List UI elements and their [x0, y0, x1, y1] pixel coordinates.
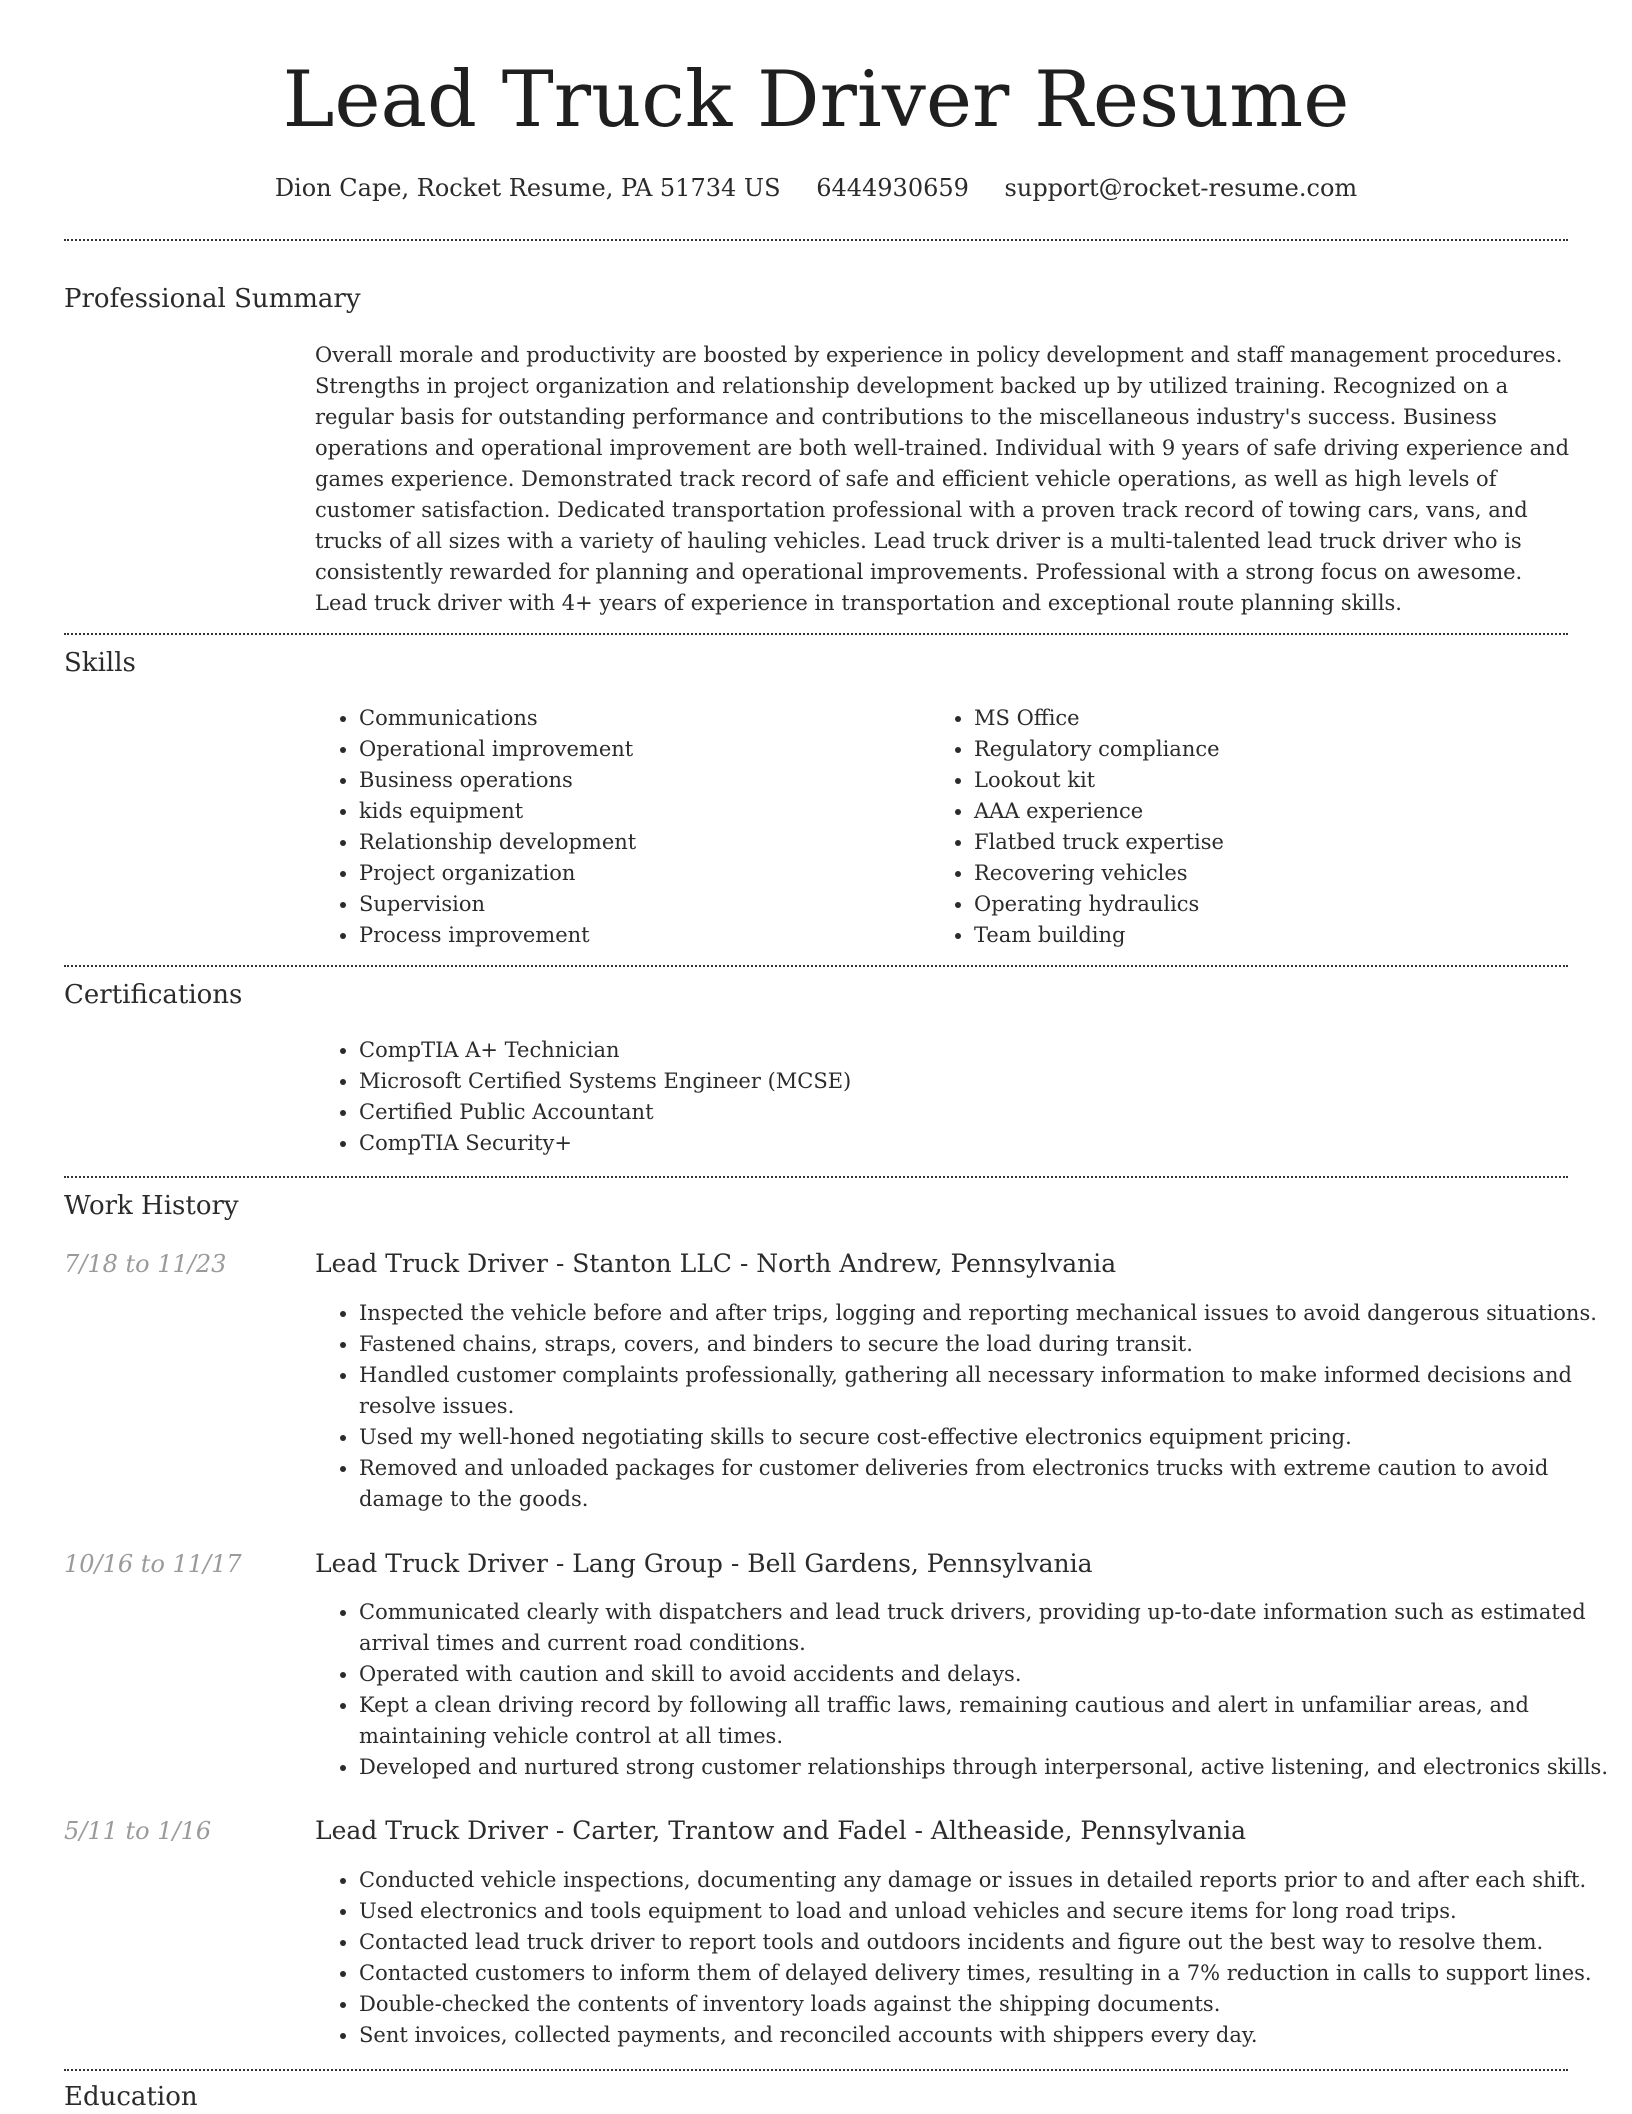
list-item: • Business operations [359, 765, 919, 796]
list-item: • Lookout kit [974, 765, 1574, 796]
list-item: • MS Office [974, 703, 1574, 734]
list-item: • Operated with caution and skill to avoid accidents and delays. [359, 1659, 1614, 1690]
list-item: • Operational improvement [359, 734, 919, 765]
divider [64, 2069, 1568, 2071]
contact-address: Dion Cape, Rocket Resume, PA 51734 US [274, 174, 781, 202]
list-item: • Process improvement [359, 920, 919, 951]
list-item: • Used electronics and tools equipment to load and unload vehicles and secure items for long road trips. [359, 1896, 1614, 1927]
page-title: Lead Truck Driver Resume [282, 55, 1350, 145]
list-item: • Supervision [359, 889, 919, 920]
list-item: • kids equipment [359, 796, 919, 827]
divider [64, 239, 1568, 241]
contact-phone: 6444930659 [816, 174, 969, 202]
list-item: • Removed and unloaded packages for customer deliveries from electronics trucks with extreme caution to avoid damage to the goods. [359, 1453, 1614, 1515]
section-heading-work-history: Work History [64, 1191, 239, 1221]
job-bullets [315, 1597, 1614, 1783]
job-dates: 10/16 to 11/17 [64, 1550, 242, 1578]
list-item: • Communicated clearly with dispatchers and lead truck drivers, providing up-to-date information such as estimated arrival times and current road conditions. [359, 1597, 1614, 1659]
section-heading-summary: Professional Summary [64, 284, 361, 314]
job-dates: 7/18 to 11/23 [64, 1250, 227, 1278]
list-item: • Communications [359, 703, 919, 734]
list-item: • CompTIA Security+ [359, 1128, 1559, 1159]
list-item: • Kept a clean driving record by following all traffic laws, remaining cautious and alert in unfamiliar areas, and maintaining vehicle control at all times. [359, 1690, 1614, 1752]
divider [64, 633, 1568, 635]
list-item: • Team building [974, 920, 1574, 951]
list-item: • Recovering vehicles [974, 858, 1574, 889]
section-heading-skills: Skills [64, 648, 136, 678]
job-title: Lead Truck Driver - Stanton LLC - North Andrew, Pennsylvania [315, 1249, 1117, 1278]
list-item: • Relationship development [359, 827, 919, 858]
section-heading-education: Education [64, 2082, 198, 2112]
list-item: • Used my well-honed negotiating skills to secure cost-effective electronics equipment pricing. [359, 1422, 1614, 1453]
list-item: • AAA experience [974, 796, 1574, 827]
job-dates: 5/11 to 1/16 [64, 1817, 212, 1845]
list-item: • Contacted lead truck driver to report tools and outdoors incidents and figure out the best way to resolve them. [359, 1927, 1614, 1958]
list-item: • Conducted vehicle inspections, documenting any damage or issues in detailed reports prior to and after each shift. [359, 1865, 1614, 1896]
list-item: • Sent invoices, collected payments, and reconciled accounts with shippers every day. [359, 2020, 1614, 2051]
list-item: • CompTIA A+ Technician [359, 1035, 1559, 1066]
list-item: • Operating hydraulics [974, 889, 1574, 920]
certifications-list [315, 1035, 1559, 1159]
list-item: • Flatbed truck expertise [974, 827, 1574, 858]
list-item: • Inspected the vehicle before and after trips, logging and reporting mechanical issues to avoid dangerous situations. [359, 1298, 1614, 1329]
list-item: • Contacted customers to inform them of delayed delivery times, resulting in a 7% reduction in calls to support lines. [359, 1958, 1614, 1989]
list-item: • Microsoft Certified Systems Engineer (MCSE) [359, 1066, 1559, 1097]
job-title: Lead Truck Driver - Lang Group - Bell Gardens, Pennsylvania [315, 1549, 1093, 1578]
list-item: • Fastened chains, straps, covers, and binders to secure the load during transit. [359, 1329, 1614, 1360]
skills-list-left [315, 703, 919, 951]
contact-line [0, 171, 1632, 205]
job-title: Lead Truck Driver - Carter, Trantow and Fadel - Altheaside, Pennsylvania [315, 1816, 1247, 1845]
skills-list-right [930, 703, 1574, 951]
list-item: • Double-checked the contents of inventory loads against the shipping documents. [359, 1989, 1614, 2020]
list-item: • Developed and nurtured strong customer relationships through interpersonal, active listening, and electronics skills. [359, 1752, 1614, 1783]
divider [64, 965, 1568, 967]
job-bullets [315, 1865, 1614, 2051]
divider [64, 1176, 1568, 1178]
job-bullets [315, 1298, 1614, 1515]
summary-text: Overall morale and productivity are boosted by experience in policy development and staff management procedures. Strengths in project organization and relationship development backed up by utilized training. Recognized on a regular basis for outstanding performance and contributions to the miscellaneous industry's success. Business operations and operational improvement are both well-trained. Individual with 9 years of safe driving experience and games experience. Demonstrated track record of safe and efficient vehicle operations, as well as high levels of customer satisfaction. Dedicated transportation professional with a proven track record of towing cars, vans, and trucks of all sizes with a variety of hauling vehicles. Lead truck driver is a multi-talented lead truck driver who is consistently rewarded for planning and operational improvements. Professional with a strong focus on awesome. Lead truck driver with 4+ years of experience in transportation and exceptional route planning skills. [315, 343, 1570, 615]
list-item: • Project organization [359, 858, 919, 889]
section-heading-certifications: Certifications [64, 980, 243, 1010]
list-item: • Regulatory compliance [974, 734, 1574, 765]
list-item: • Handled customer complaints professionally, gathering all necessary information to make informed decisions and resolve issues. [359, 1360, 1614, 1422]
list-item: • Certified Public Accountant [359, 1097, 1559, 1128]
contact-email: support@rocket-resume.com [1004, 174, 1358, 202]
